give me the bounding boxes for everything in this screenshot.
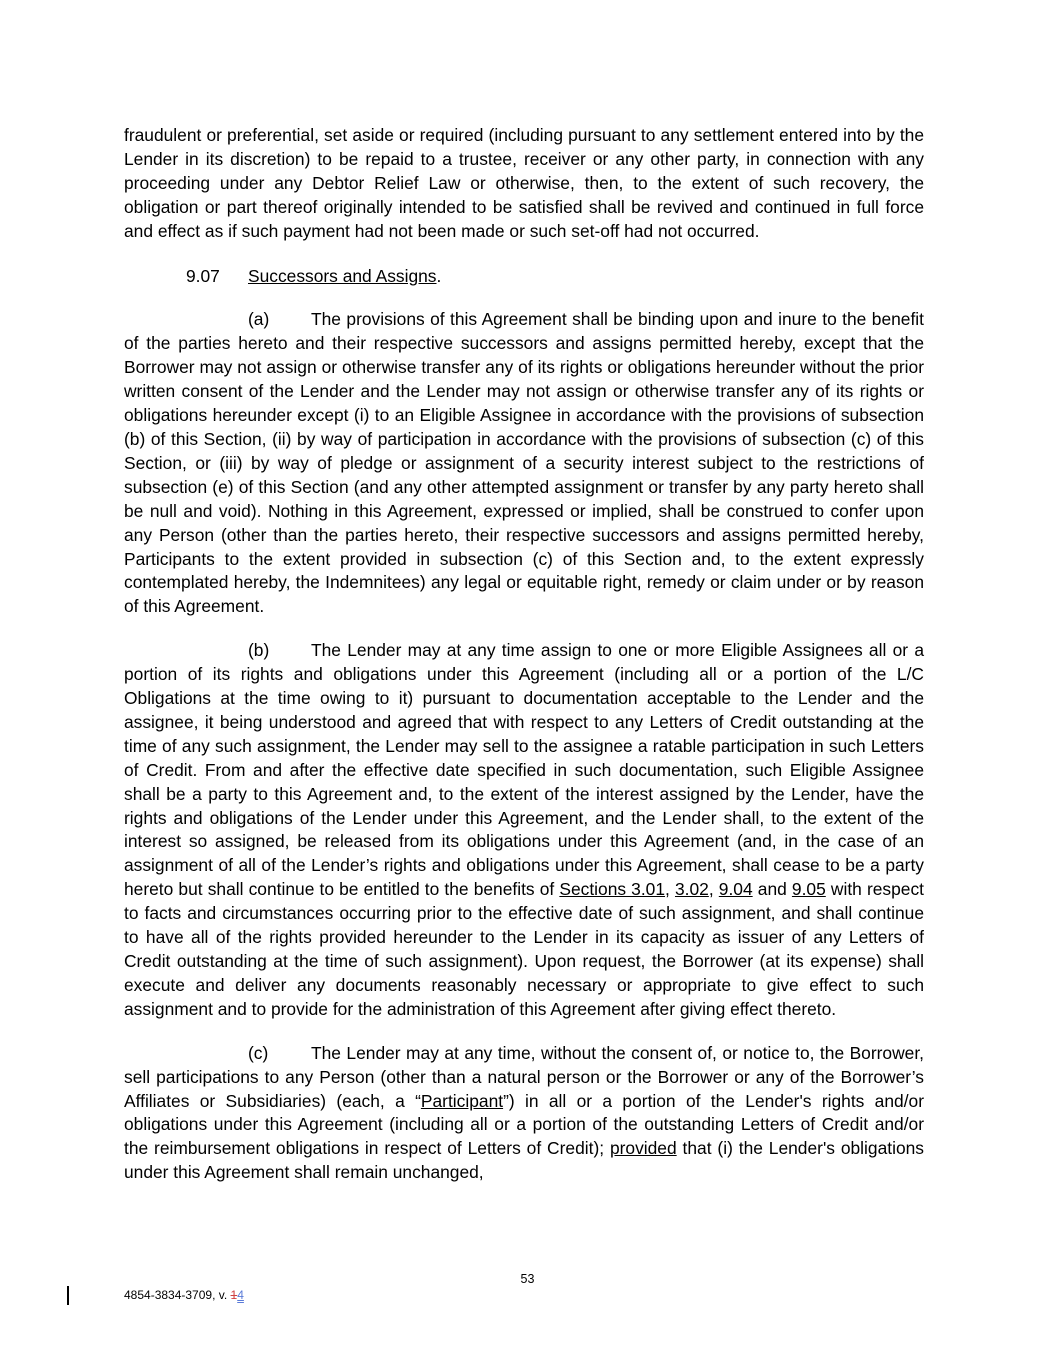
paragraph-c-label: (c) — [248, 1042, 269, 1063]
defined-term-participant: Participant — [420, 1090, 504, 1111]
document-id: 4854-3834-3709, v. — [124, 1288, 231, 1302]
paragraph-a — [124, 308, 924, 619]
revision-change-bar — [67, 1286, 69, 1305]
ref-separator: , — [665, 879, 675, 900]
section-ref-3-02: 3.02 — [674, 879, 709, 900]
continuation-paragraph — [124, 124, 924, 244]
document-id-footer — [124, 1288, 244, 1302]
section-title-period: . — [436, 265, 442, 286]
paragraph-c-text-2: ”) in all or a portion of the Lender's rights and/or obligations under this Agreement (including all or a portion of the outstanding Letters of Credit and/or the reimbursement obligations in respect of Letters of Credit); — [124, 1090, 924, 1159]
paragraph-a-label: (a) — [248, 309, 270, 330]
section-ref-9-04: 9.04 — [718, 879, 753, 900]
deleted-version-number: 1 — [230, 1288, 238, 1302]
paragraph-c-text-3: that (i) the Lender's obligations under this Agreement shall remain unchanged, — [124, 1138, 924, 1183]
paragraph-b-text-2: with respect to facts and circumstances occurring prior to the effective date of such assignment, and shall continue to have all of the rights provided hereunder to the Lender in its capacity as issuer of any Letters of Credit outstanding at the time of such assignment). Upon request, the Borrower (at its expense) shall execute and deliver any documents reasonably necessary or appropriate to give effect to such assignment and to provide for the administration of this Agreement after giving effect thereto. — [124, 879, 924, 1019]
inserted-version-number: 4 — [237, 1288, 244, 1302]
continuation-text: fraudulent or preferential, set aside or required (including pursuant to any settlement entered into by the Lender in its discretion) to be repaid to a trustee, receiver or any other party, in connection with any proceeding under any Debtor Relief Law or otherwise, then, to the extent of such recovery, the obligation or part thereof originally intended to be satisfied shall be revived and continued in full force and effect as if such payment had not been made or such set-off had not occurred. — [124, 125, 924, 241]
section-heading — [124, 265, 924, 289]
paragraph-a-text: The provisions of this Agreement shall be binding upon and inure to the benefit of the parties hereto and their respective successors and assigns permitted hereby, except that the Borrower may not assign or otherwise transfer any of its rights or obligations hereunder without the prior written consent of the Lender and the Lender may not assign or otherwise transfer any of its rights or obligations hereunder except (i) to an Eligible Assignee in accordance with the provisions of subsection (b) of this Section, (ii) by way of participation in accordance with the provisions of subsection (c) of this Section, or (iii) by way of pledge or assignment of a security interest subject to the restrictions of subsection (e) of this Section (and any other attempted assignment or transfer by any party hereto shall be null and void). Nothing in this Agreement, expressed or implied, shall be construed to confer upon any Person (other than the parties hereto, their respective successors and assigns permitted hereby, Participants to the extent provided in subsection (c) of this Section and, to the extent expressly contemplated hereby, the Indemnitees) any legal or equitable right, remedy or claim under or by reason of this Agreement. — [124, 309, 924, 617]
paragraph-b — [124, 639, 924, 1022]
paragraph-c — [124, 1042, 924, 1185]
paragraph-c-text-1: The Lender may at any time, without the consent of, or notice to, the Borrower, sell participations to any Person (other than a natural person or the Borrower or any of the Borrower’s Affiliates or Subsidiaries) (each, a “ — [124, 1042, 924, 1111]
ref-separator: and — [752, 879, 792, 900]
proviso-term: provided — [609, 1138, 677, 1159]
paragraph-b-text-1: The Lender may at any time assign to one or more Eligible Assignees all or a portion of its rights and obligations under this Agreement (including all or a portion of the L/C Obligations at the time owing to it) pursuant to documentation acceptable to the Lender and the assignee, it being understood and agreed that with respect to any Letters of Credit outstanding at the time of any such assignment, the Lender may sell to the assignee a ratable participation in such Letters of Credit. From and after the effective date specified in such documentation, such Eligible Assignee shall be a party to this Agreement and, to the extent of the interest assigned by the Lender, have the rights and obligations of the Lender under this Agreement, and the Lender shall, to the extent of the interest so assigned, be released from its obligations under this Agreement (and, in the case of an assignment of all of the Lender’s rights and obligations under this Agreement, shall cease to be a party hereto but shall continue to be entitled to the benefits of — [124, 640, 924, 900]
ref-separator: , — [708, 879, 719, 900]
document-body — [124, 124, 924, 1185]
section-title: Successors and Assigns — [248, 265, 437, 286]
section-ref-3-01: Sections 3.01 — [559, 879, 666, 900]
section-ref-9-05: 9.05 — [791, 879, 826, 900]
page-number: 53 — [520, 1272, 535, 1286]
section-number: 9.07 — [186, 265, 220, 286]
paragraph-b-label: (b) — [248, 640, 270, 661]
